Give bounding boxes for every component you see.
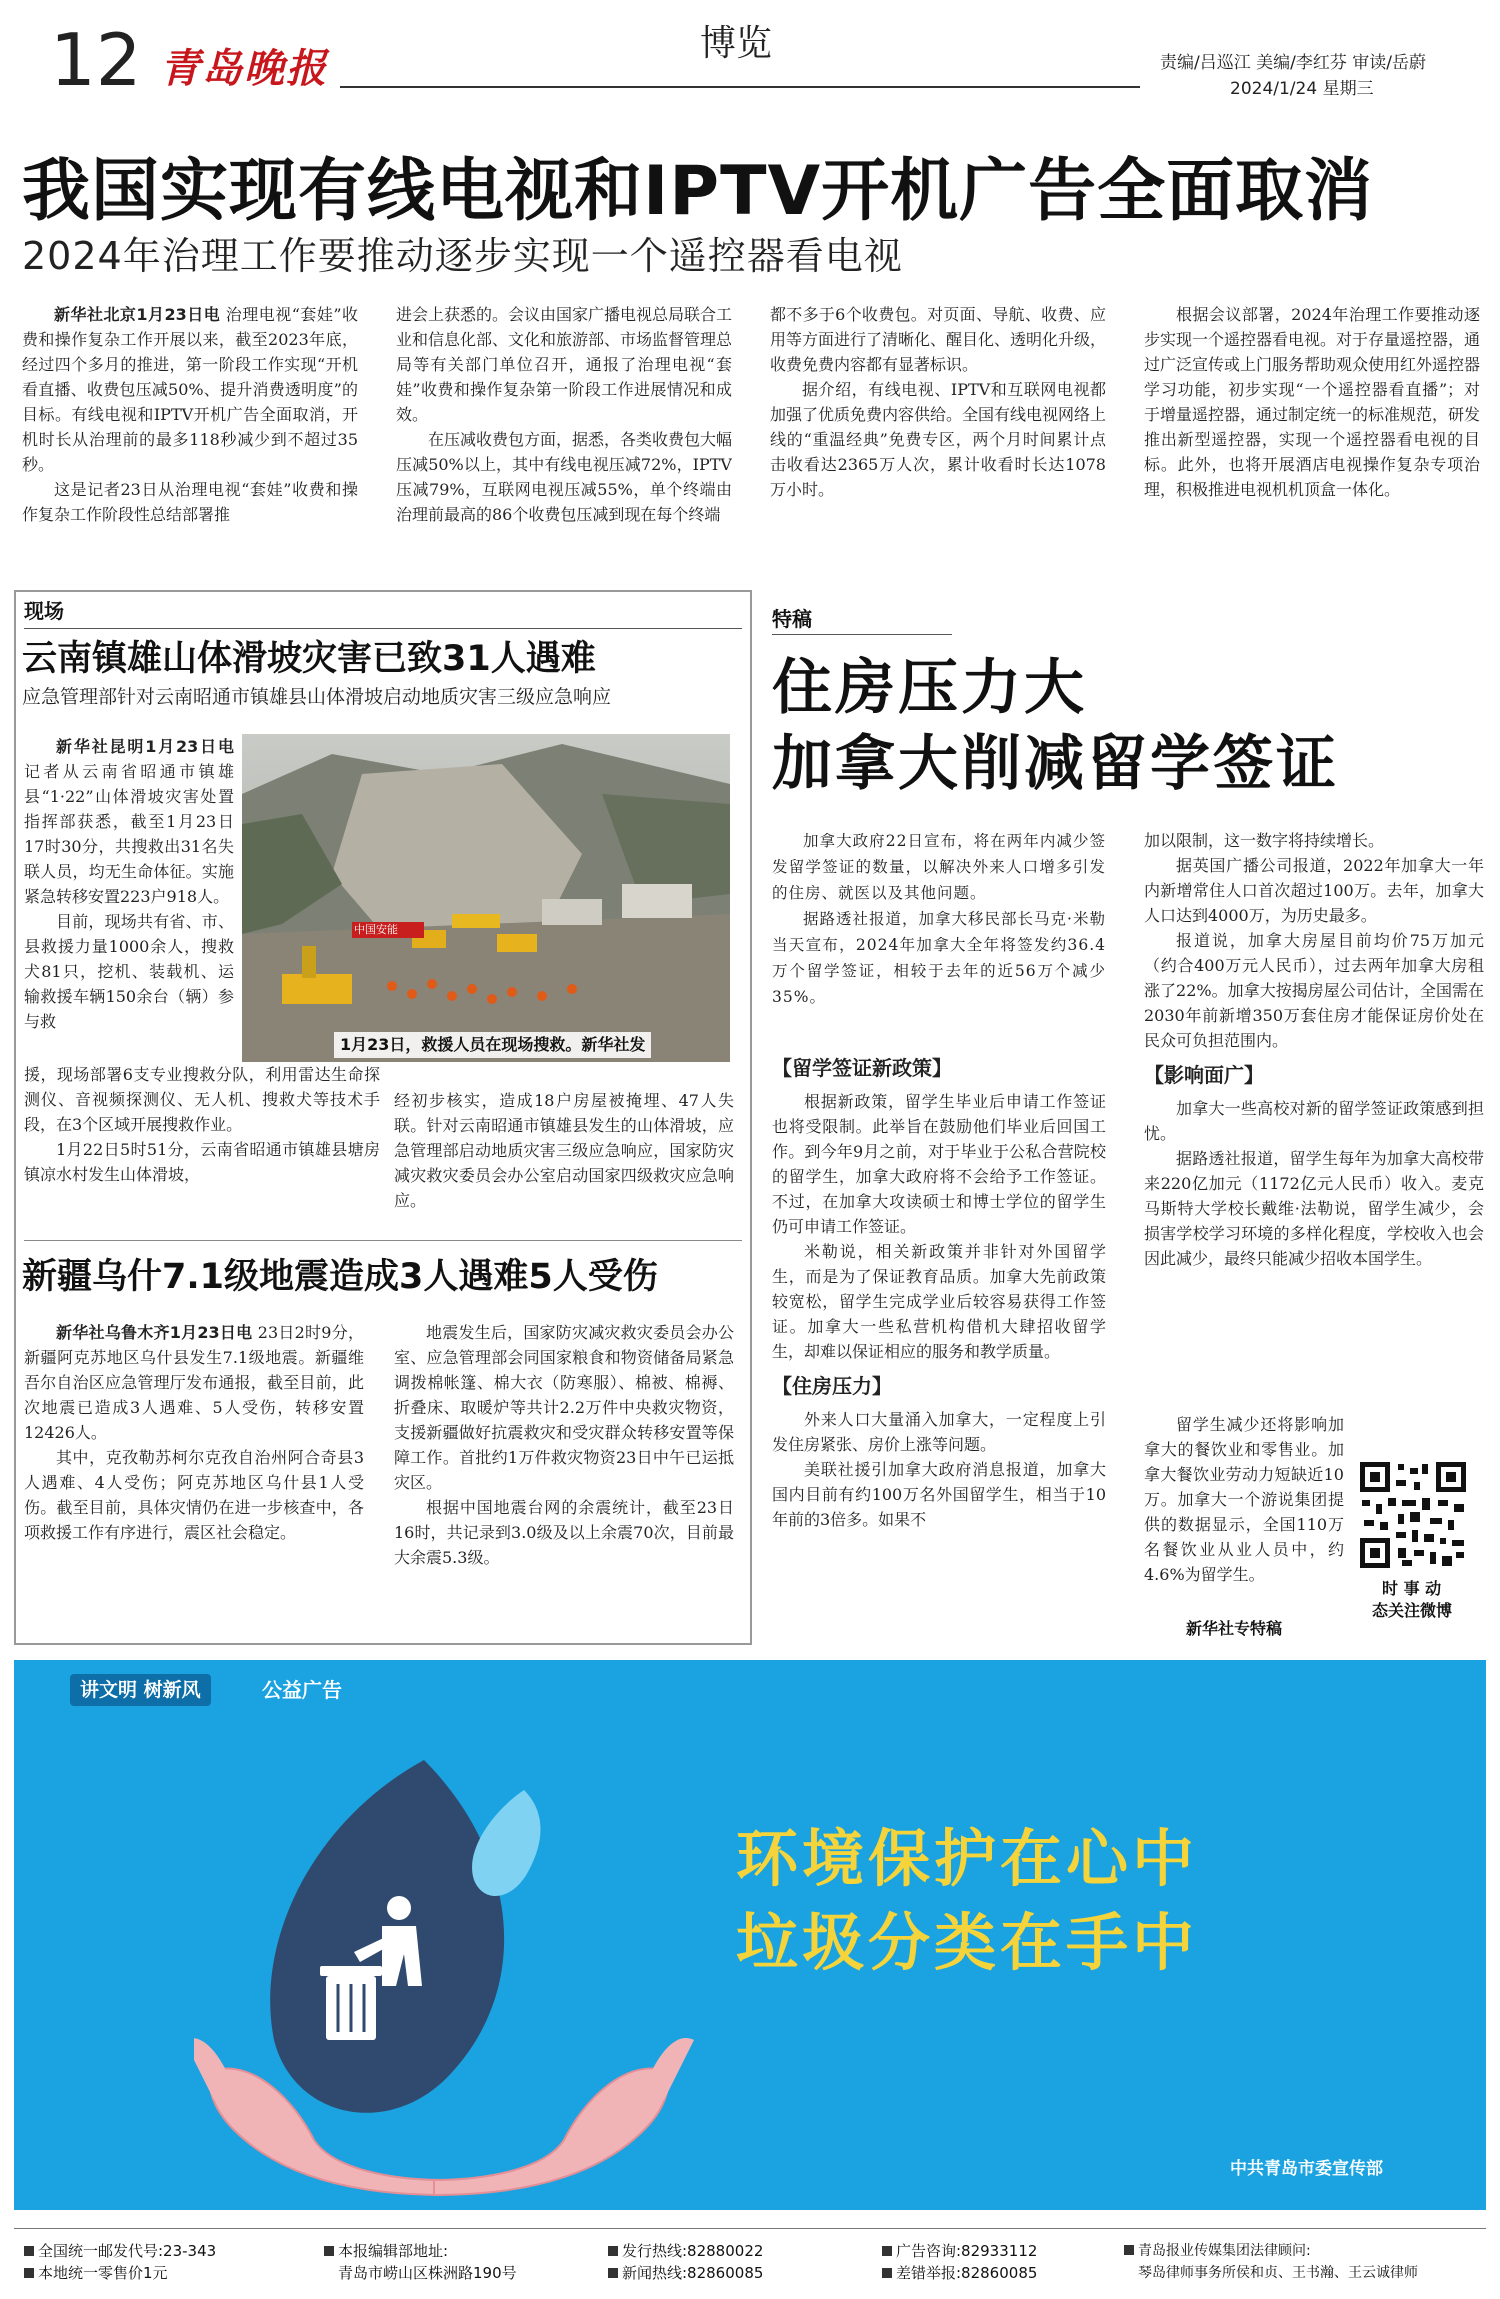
editors-line: 责编/吕巡江 美编/李红芬 审读/岳蔚	[1160, 53, 1426, 73]
canada-col2-p3: 报道说，加拿大房屋目前均价75万加元（约合400万元人民币），过去两年加拿大房租涨了22%。加拿大按揭房屋公司估计，全国需在2030年前新增350万套住房才能保证房价处在民众可负担范围内。	[1144, 931, 1484, 1050]
footer-ads	[882, 2240, 1122, 2284]
yunnan-tag: 现场	[24, 599, 64, 623]
canada-sec3-p1: 加拿大一些高校对新的留学签证政策感到担忧。	[1144, 1099, 1484, 1143]
lead-column-3	[770, 302, 1106, 560]
canada-headline-2: 加拿大削减留学签证	[772, 729, 1339, 799]
ad-sponsor: 中共青岛市委宣传部	[1230, 2159, 1383, 2179]
yunnan-p2-start: 目前，现场共有省、市、县救援力量1000余人，搜救犬81只，挖机、装载机、运输救援车辆150余台（辆）参与救	[24, 912, 234, 1031]
xinjiang-p4: 根据中国地震台网的余震统计，截至23日16时，共记录到3.0级及以上余震70次，目前最大余震5.3级。	[394, 1498, 734, 1567]
lead-col1-p1: 治理电视“套娃”收费和操作复杂工作开展以来，截至2023年底，经过四个多月的推进，第一阶段工作实现“开机看直播、收费包压减50%、提升消费透明度”的目标。有线电视和IPTV开机广告全面取消，开机时长从治理前的最多118秒减少到不超过35秒。	[22, 305, 358, 474]
lead-col2-p1: 进会上获悉的。会议由国家广播电视总局联合工业和信息化部、文化和旅游部、市场监督管理总局等有关部门单位召开，通报了治理电视“套娃”收费和操作复杂第一阶段工作进展情况和成效。	[396, 305, 732, 424]
footer-price: 本地统一零售价1元	[38, 2264, 168, 2282]
canada-column-1	[772, 1046, 1106, 1636]
yunnan-dateline: 新华社昆明1月23日电	[56, 737, 234, 756]
canada-tag: 特稿	[772, 607, 812, 631]
yunnan-headline: 云南镇雄山体滑坡灾害已致31人遇难	[22, 639, 596, 679]
xinjiang-dateline: 新华社乌鲁木齐1月23日电	[56, 1323, 253, 1342]
xinjiang-column-2	[394, 1320, 734, 1636]
footer-news-hotline: 新闻热线:82860085	[622, 2264, 764, 2282]
lead-dateline: 新华社北京1月23日电	[54, 305, 221, 324]
photo-badge: 中国安能	[354, 923, 398, 936]
recycle-illustration	[194, 1740, 754, 2200]
qr-code-icon	[1358, 1460, 1468, 1570]
qr-caption-2: 态关注微博	[1372, 1601, 1453, 1620]
xinjiang-p2: 其中，克孜勒苏柯尔克孜自治州阿合奇县3人遇难、4人受伤；阿克苏地区乌什县1人受伤。截至目前，具体灾情仍在进一步核查中，各项救援工作有序进行，震区社会稳定。	[24, 1448, 364, 1542]
landslide-photo	[242, 734, 730, 1062]
lead-col1-p2: 这是记者23日从治理电视“套娃”收费和操作复杂工作阶段性总结部署推	[22, 480, 358, 524]
canada-sec3-p2: 据路透社报道，留学生每年为加拿大高校带来220亿加元（1172亿元人民币）收入。麦克马斯特大学校长戴维·法勒说，留学生减少，会损害学校学习环境的多样化程度，学校收入也会因此减少，最终只能减少招收本国学生。	[1144, 1149, 1484, 1268]
canada-tag-rule	[772, 634, 952, 635]
canada-intro-p1: 加拿大政府22日宣布，将在两年内减少签发留学签证的数量，以解决外来人口增多引发的住房、就医以及其他问题。	[772, 832, 1106, 902]
footer-postal	[24, 2240, 304, 2284]
canada-sec1-p2: 米勒说，相关新政策并非针对外国留学生，而是为了保证教育品质。加拿大先前政策较宽松，留学生完成学业后较容易获得工作签证。加拿大一些私营机构借机大肆招收留学生，却难以保证相应的服务和教学质量。	[772, 1242, 1106, 1361]
canada-col2-p2: 据英国广播公司报道，2022年加拿大一年内新增常住人口首次超过100万。去年，加拿大人口达到4000万，为历史最多。	[1144, 856, 1484, 925]
section-name: 博览	[700, 23, 773, 64]
masthead-logo: 青岛晚报	[160, 45, 328, 92]
lead-col3-p1: 都不多于6个收费包。对页面、导航、收费、应用等方面进行了清晰化、醒目化、透明化升级，收费免费内容都有显著标识。	[770, 305, 1106, 374]
footer-postal-code: 全国统一邮发代号:23-343	[38, 2242, 217, 2260]
issue-date: 2024/1/24 星期三	[1230, 79, 1374, 99]
lead-column-1	[22, 302, 358, 560]
canada-sec1-title: 【留学签证新政策】	[772, 1056, 952, 1080]
yunnan-subhead: 应急管理部针对云南昭通市镇雄县山体滑坡启动地质灾害三级应急响应	[22, 686, 612, 708]
footer-legal-value: 琴岛律师事务所侯和贞、王书瀚、王云诚律师	[1138, 2265, 1418, 2281]
canada-col2-p1: 加以限制，这一数字将持续增长。	[1144, 831, 1385, 850]
footer-ad-inquiry: 广告咨询:82933112	[896, 2242, 1038, 2260]
footer-address-label: 本报编辑部地址:	[338, 2242, 449, 2260]
ad-slogan-1: 环境保护在心中	[736, 1822, 1199, 1895]
canada-intro-p2: 据路透社报道，加拿大移民部长马克·米勒当天宣布，2024年加拿大全年将签发约36.4万个留学签证，相较于去年的近56万个减少35%。	[772, 910, 1106, 1006]
lead-headline: 我国实现有线电视和IPTV开机广告全面取消	[22, 152, 1374, 231]
lead-column-4	[1144, 302, 1480, 560]
footer-distribution-hotline: 发行热线:82880022	[622, 2242, 764, 2260]
footer-error-report: 差错举报:82860085	[896, 2264, 1038, 2282]
qr-caption-1: 时 事 动	[1382, 1579, 1442, 1598]
footer-hotlines	[608, 2240, 858, 2284]
footer-rule	[14, 2228, 1486, 2229]
header-rule	[340, 86, 1140, 88]
xinjiang-p1: 23日2时9分，新疆阿克苏地区乌什县发生7.1级地震。新疆维吾尔自治区应急管理厅发布通报，截至目前，此次地震已造成3人遇难、5人受伤，转移安置12426人。	[24, 1323, 364, 1442]
yunnan-column-1b	[24, 1062, 380, 1230]
canada-sec2-p1: 外来人口大量涌入加拿大，一定程度上引发住房紧张、房价上涨等问题。	[772, 1410, 1106, 1454]
yunnan-column-2	[394, 1088, 734, 1228]
canada-sec2-title: 【住房压力】	[772, 1374, 892, 1398]
xinjiang-headline: 新疆乌什7.1级地震造成3人遇难5人受伤	[22, 1257, 658, 1297]
ad-slogan-2: 垃圾分类在手中	[736, 1906, 1199, 1979]
xinjiang-column-1	[24, 1320, 364, 1636]
ad-tag-civility: 讲文明 树新风	[70, 1674, 211, 1706]
footer-legal	[1124, 2240, 1494, 2284]
landslide-illustration	[242, 734, 730, 1062]
xinjiang-p3: 地震发生后，国家防灾减灾救灾委员会办公室、应急管理部会同国家粮食和物资储备局紧急调拨棉帐篷、棉大衣（防寒服）、棉被、棉褥、折叠床、取暖炉等共计2.2万件中央救灾物资，支援新疆做好抗震救灾和受灾群众转移安置等保障工作。首批约1万件救灾物资23日中午已运抵灾区。	[394, 1323, 734, 1492]
lead-col4-p1: 根据会议部署，2024年治理工作要推动逐步实现一个遥控器看电视。对于存量遥控器，通过广泛宣传或上门服务帮助观众使用红外遥控器学习功能，初步实现“一个遥控器看直播”；对于增量遥控器，通过制定统一的标准规范，研发推出新型遥控器，实现一个遥控器看电视的目标。此外，也将开展酒店电视操作复杂专项治理，积极推进电视机机顶盒一体化。	[1144, 305, 1480, 499]
canada-headline-1: 住房压力大	[772, 653, 1087, 723]
page-number: 12	[50, 18, 142, 102]
canada-sec2-p2: 美联社援引加拿大政府消息报道，加拿大国内目前有约100万名外国留学生，相当于10年前的3倍多。如果不	[772, 1460, 1106, 1529]
ad-tag-label: 公益广告	[262, 1678, 342, 1702]
footer-legal-label: 青岛报业传媒集团法律顾问:	[1138, 2243, 1311, 2259]
canada-column-2b	[1144, 1412, 1344, 1612]
yunnan-p3: 1月22日5时51分，云南省昭通市镇雄县塘房镇凉水村发生山体滑坡，	[24, 1140, 380, 1184]
photo-caption: 1月23日，救援人员在现场搜救。新华社发	[334, 1032, 651, 1058]
footer-address	[324, 2240, 584, 2284]
yunnan-tag-rule	[24, 628, 742, 629]
yunnan-column-1	[24, 734, 234, 1060]
canada-sec3-p3: 留学生减少还将影响加拿大的餐饮业和零售业。加拿大餐饮业劳动力短缺近10万。加拿大一个游说集团提供的数据显示，全国110万名餐饮业从业人员中，约4.6%为留学生。	[1144, 1415, 1344, 1584]
yunnan-p2-end: 援，现场部署6支专业搜救分队，利用雷达生命探测仪、音视频探测仪、无人机、搜救犬等技术手段，在3个区域开展搜救作业。	[24, 1065, 380, 1134]
lead-col3-p2: 据介绍，有线电视、IPTV和互联网电视都加强了优质免费内容供给。全国有线电视网络上线的“重温经典”免费专区，两个月时间累计点击收看达2365万人次，累计收看时长达1078万小时。	[770, 380, 1106, 499]
footer-address-value: 青岛市崂山区株洲路190号	[338, 2264, 517, 2282]
canada-column-2	[1144, 828, 1484, 1278]
public-service-ad	[14, 1660, 1486, 2210]
lead-col2-p2: 在压减收费包方面，据悉，各类收费包大幅压减50%以上，其中有线电视压减72%，IPTV压减79%，互联网电视压减55%，单个终端由治理前最高的86个收费包压减到现在每个终端	[396, 430, 732, 524]
canada-sec1-p1: 根据新政策，留学生毕业后申请工作签证也将受限制。此举旨在鼓励他们毕业后回国工作。到今年9月之前，对于毕业于公私合营院校的留学生，加拿大政府将不会给予工作签证。不过，在加拿大攻读硕士和博士学位的留学生仍可申请工作签证。	[772, 1092, 1106, 1236]
canada-intro	[772, 828, 1106, 1046]
lead-column-2	[396, 302, 732, 560]
lead-subhead: 2024年治理工作要推动逐步实现一个遥控器看电视	[22, 234, 903, 278]
weibo-qr-code[interactable]	[1358, 1460, 1468, 1570]
yunnan-p4: 经初步核实，造成18户房屋被掩埋、47人失联。针对云南昭通市镇雄县发生的山体滑坡，应急管理部启动地质灾害三级应急响应，国家防灾减灾救灾委员会办公室启动国家四级救灾应急响应。	[394, 1091, 734, 1210]
canada-sec3-title: 【影响面广】	[1144, 1063, 1264, 1087]
canada-byline: 新华社专特稿	[1186, 1619, 1283, 1638]
yunnan-p1: 记者从云南省昭通市镇雄县“1·22”山体滑坡灾害处置指挥部获悉，截至1月23日17时30分，共搜救出31名失联人员，均无生命体征。实施紧急转移安置223户918人。	[24, 762, 234, 906]
xinjiang-top-rule	[24, 1240, 742, 1241]
